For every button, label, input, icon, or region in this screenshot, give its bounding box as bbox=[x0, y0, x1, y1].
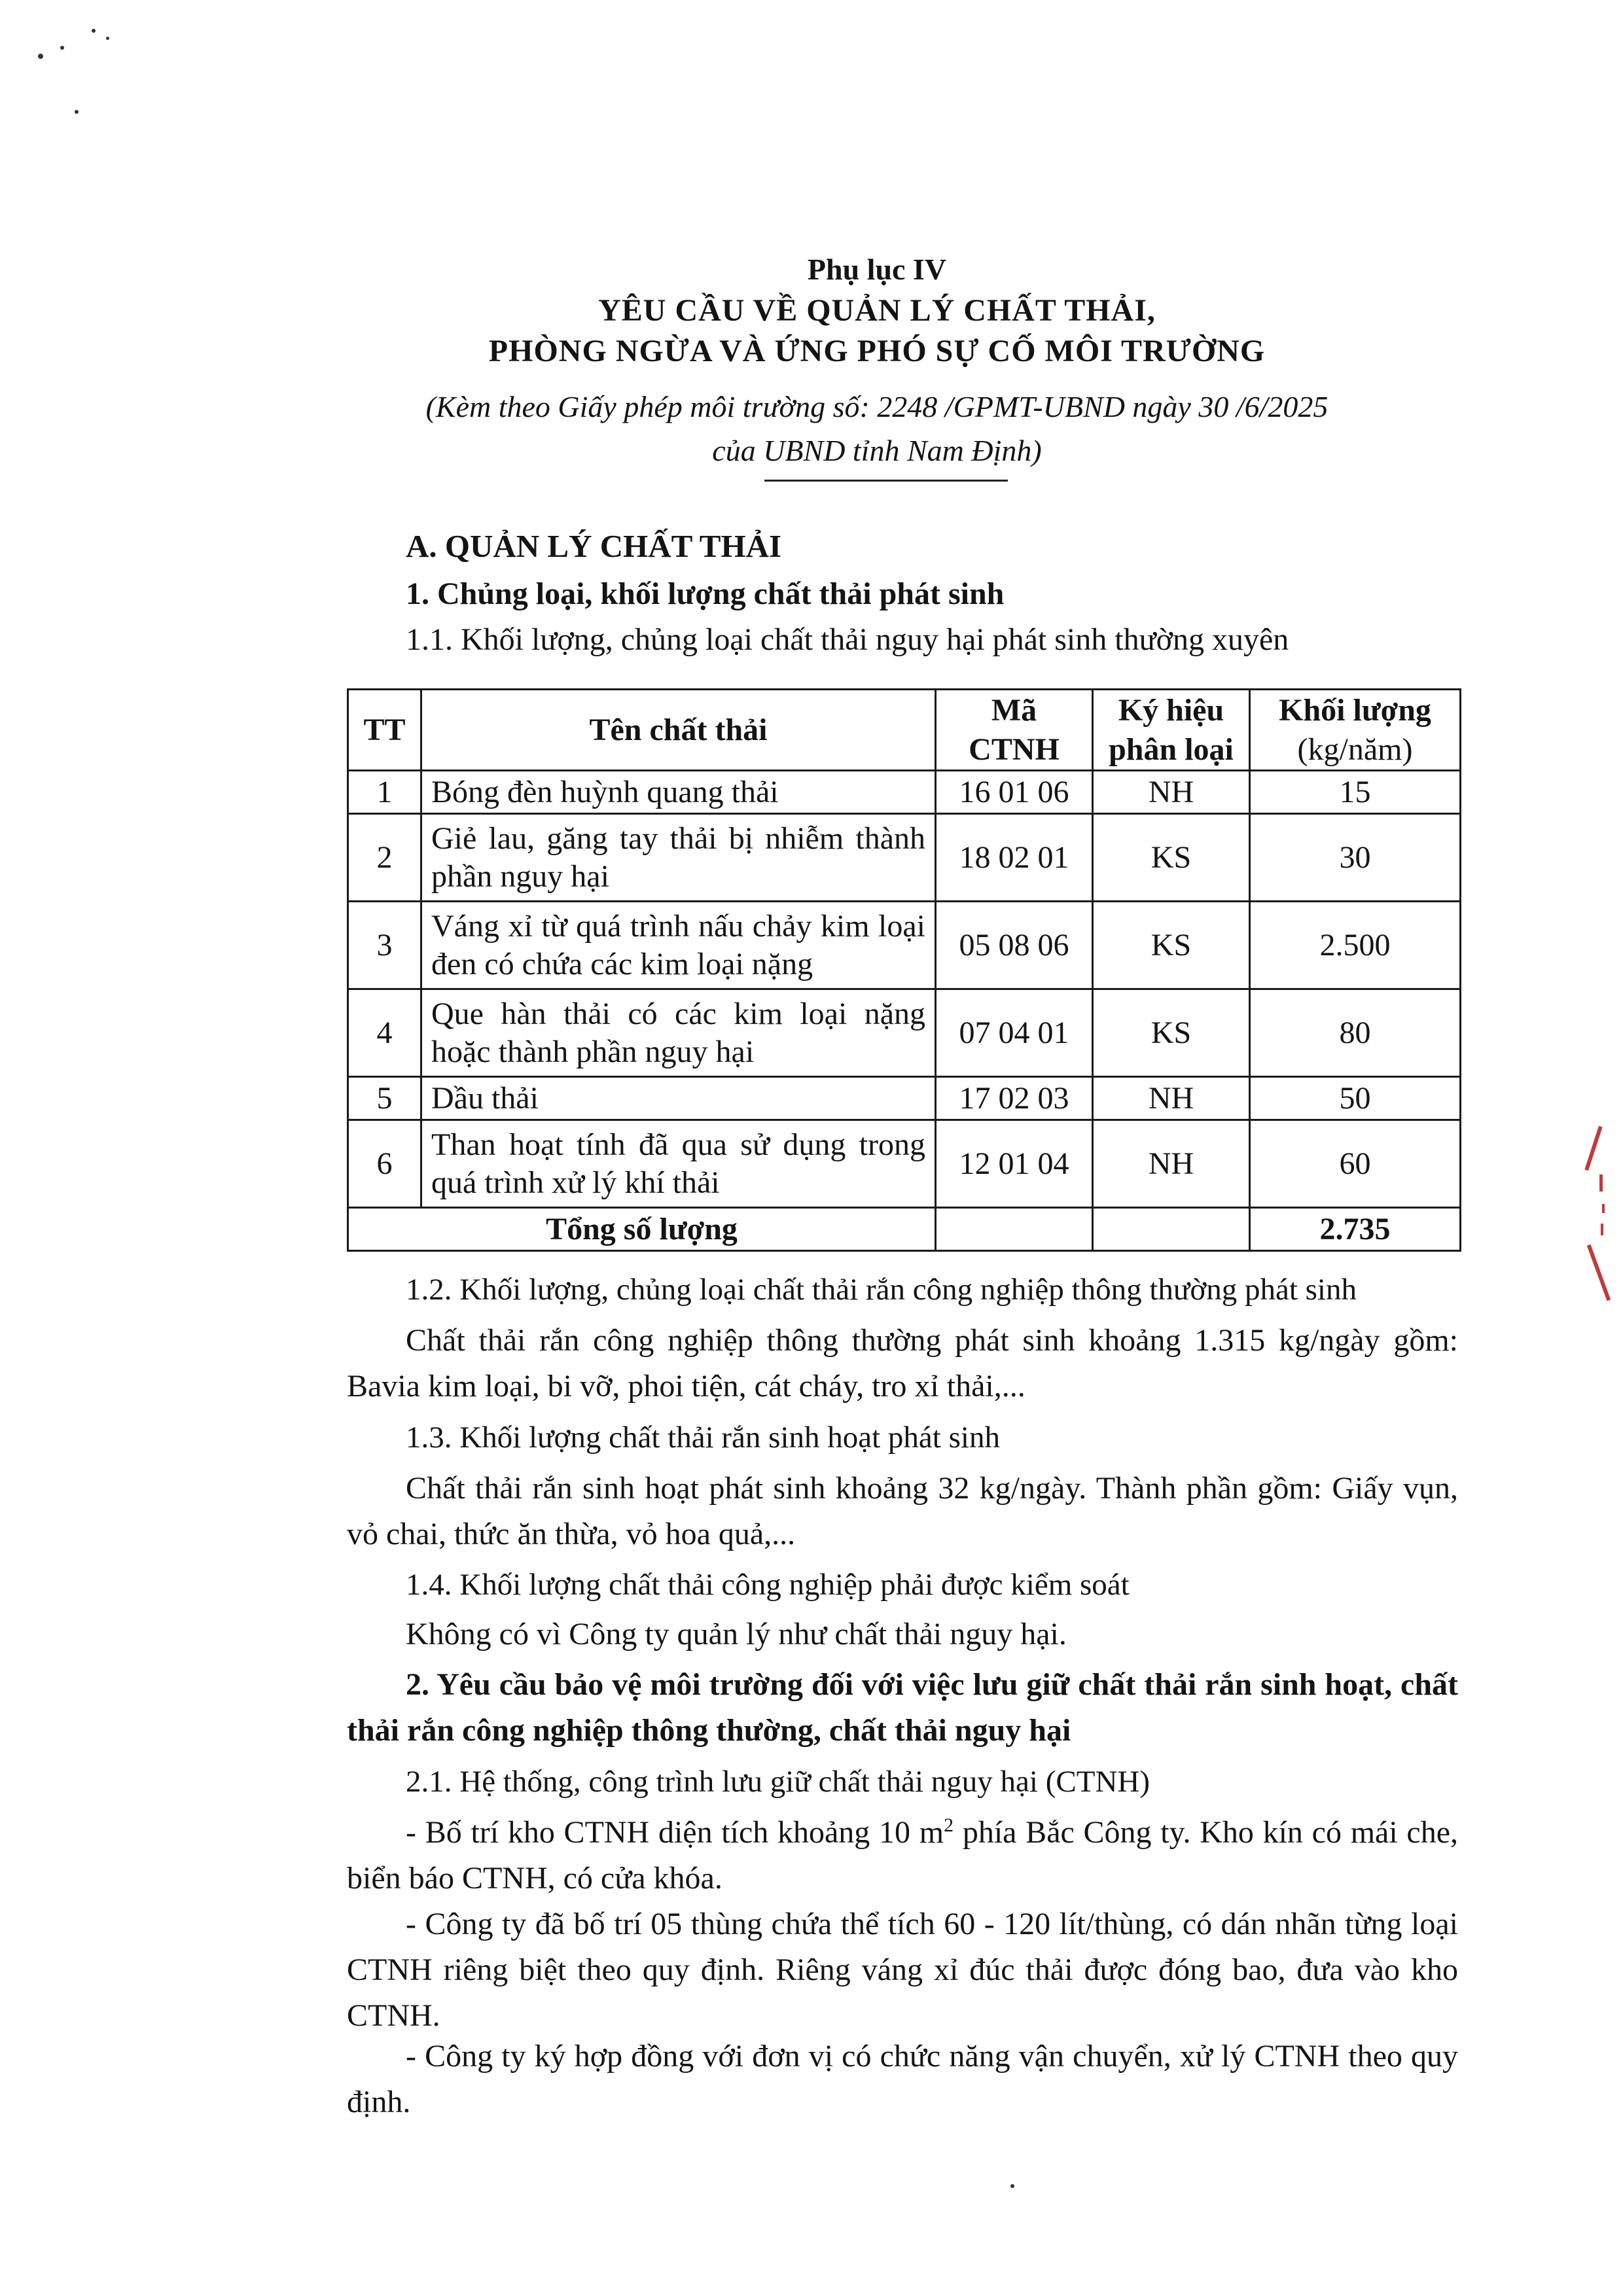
document-subtitle-line2: của UBND tỉnh Nam Định) bbox=[712, 434, 1042, 467]
stamp-edge-mark bbox=[1602, 1204, 1605, 1213]
header-code-line2: CTNH bbox=[969, 732, 1060, 767]
appendix-title: Phụ lục IV bbox=[807, 253, 947, 286]
subtitle-underline bbox=[764, 480, 1008, 482]
document-title-line1: YÊU CẦU VỀ QUẢN LÝ CHẤT THẢI, bbox=[598, 293, 1156, 328]
bullet-storage-area-a: - Bố trí kho CTNH diện tích khoảng 10 m bbox=[406, 1815, 944, 1850]
total-value: 2.735 bbox=[1250, 1208, 1461, 1251]
bullet-contract-text: - Công ty ký hợp đồng với đơn vị có chức năng vận chuyển, xử lý CTNH theo quy định. bbox=[347, 2039, 1458, 2119]
total-symbol-empty bbox=[1093, 1208, 1250, 1251]
bullet-storage-area-sup: 2 bbox=[944, 1814, 954, 1836]
document-title-line2: PHÒNG NGỪA VÀ ỨNG PHÓ SỰ CỐ MÔI TRƯỜNG bbox=[488, 334, 1266, 368]
scan-speck bbox=[38, 54, 43, 59]
header-mass-line2: (kg/năm) bbox=[1297, 732, 1413, 767]
row-symbol: KS bbox=[1093, 814, 1250, 902]
row-code: 12 01 04 bbox=[936, 1120, 1093, 1208]
table-header-row bbox=[348, 690, 1461, 771]
row-name: Váng xỉ từ quá trình nấu chảy kim loại đen có chứa các kim loại nặng bbox=[421, 902, 936, 989]
stamp-edge-mark bbox=[1587, 1245, 1611, 1301]
header-symbol-line2: phân loại bbox=[1109, 732, 1234, 767]
row-code: 05 08 06 bbox=[936, 902, 1093, 989]
header-tt: TT bbox=[348, 690, 421, 771]
section-1-2-text bbox=[347, 1318, 1458, 1409]
table-row bbox=[348, 814, 1461, 902]
row-mass: 80 bbox=[1250, 989, 1461, 1077]
header-symbol bbox=[1093, 690, 1250, 771]
section-2-heading bbox=[347, 1662, 1458, 1754]
scan-speck bbox=[92, 29, 96, 33]
scan-speck bbox=[75, 110, 79, 114]
scan-speck bbox=[60, 46, 64, 50]
row-symbol: NH bbox=[1093, 771, 1250, 814]
scan-speck bbox=[1010, 2184, 1014, 2188]
row-mass: 15 bbox=[1250, 771, 1461, 814]
row-mass: 2.500 bbox=[1250, 902, 1461, 989]
header-waste-name: Tên chất thải bbox=[421, 690, 936, 771]
row-name: Giẻ lau, găng tay thải bị nhiễm thành phần nguy hại bbox=[421, 814, 936, 902]
row-name: Que hàn thải có các kim loại nặng hoặc thành phần nguy hại bbox=[421, 989, 936, 1077]
row-code: 07 04 01 bbox=[936, 989, 1093, 1077]
row-mass: 60 bbox=[1250, 1120, 1461, 1208]
table-row bbox=[348, 1120, 1461, 1208]
document-subtitle-line1: (Kèm theo Giấy phép môi trường số: 2248 /GPMT-UBND ngày 30 /6/2025 bbox=[425, 390, 1329, 423]
section-1-heading: 1. Chủng loại, khối lượng chất thải phát sinh bbox=[406, 576, 1005, 611]
row-code: 16 01 06 bbox=[936, 771, 1093, 814]
bullet-containers-text: - Công ty đã bố trí 05 thùng chứa thể tích 60 - 120 lít/thùng, có dán nhãn từng loại CTNH riêng biệt theo quy định. Riêng váng xỉ đúc thải được đóng bao, đưa vào kho CTNH. bbox=[347, 1907, 1458, 2033]
row-tt: 1 bbox=[348, 771, 421, 814]
section-1-4-text: Không có vì Công ty quản lý như chất thải nguy hại. bbox=[406, 1617, 1067, 1651]
row-mass: 30 bbox=[1250, 814, 1461, 902]
table-row bbox=[348, 989, 1461, 1077]
header-code bbox=[936, 690, 1093, 771]
stamp-edge-mark bbox=[1599, 1174, 1603, 1192]
section-2-heading-text: 2. Yêu cầu bảo vệ môi trường đối với việc lưu giữ chất thải rắn sinh hoạt, chất thải rắn công nghiệp thông thường, chất thải nguy hại bbox=[347, 1667, 1458, 1748]
bullet-storage-area-b: phía Bắc Công ty. Kho kín có mái che, biển báo CTNH, có cửa khóa. bbox=[347, 1815, 1459, 1896]
header-code-line1: Mã bbox=[991, 692, 1037, 728]
row-symbol: NH bbox=[1093, 1077, 1250, 1120]
section-1-3-heading: 1.3. Khối lượng chất thải rắn sinh hoạt phát sinh bbox=[406, 1421, 1000, 1455]
bullet-containers bbox=[347, 1901, 1458, 2039]
header-mass-line1: Khối lượng bbox=[1279, 692, 1431, 728]
bullet-contract bbox=[347, 2034, 1458, 2125]
row-name: Dầu thải bbox=[421, 1077, 936, 1120]
header-mass bbox=[1250, 690, 1461, 771]
stamp-edge-mark bbox=[1584, 1126, 1602, 1171]
row-tt: 6 bbox=[348, 1120, 421, 1208]
header-symbol-line1: Ký hiệu bbox=[1118, 692, 1224, 728]
section-1-4-heading: 1.4. Khối lượng chất thải công nghiệp phải được kiểm soát bbox=[406, 1568, 1130, 1602]
table-row bbox=[348, 902, 1461, 989]
table-total-row bbox=[348, 1208, 1461, 1251]
row-symbol: KS bbox=[1093, 902, 1250, 989]
hazardous-waste-table bbox=[347, 688, 1461, 1252]
section-1-2-text-content: Chất thải rắn công nghiệp thông thường phát sinh khoảng 1.315 kg/ngày gồm: Bavia kim loại, bi vỡ, phoi tiện, cát cháy, tro xỉ thải,... bbox=[347, 1323, 1458, 1404]
section-2-1-heading: 2.1. Hệ thống, công trình lưu giữ chất thải nguy hại (CTNH) bbox=[406, 1765, 1150, 1799]
bullet-storage-area bbox=[347, 1810, 1458, 1901]
row-mass: 50 bbox=[1250, 1077, 1461, 1120]
row-symbol: KS bbox=[1093, 989, 1250, 1077]
total-code-empty bbox=[936, 1208, 1093, 1251]
row-tt: 2 bbox=[348, 814, 421, 902]
row-name: Than hoạt tính đã qua sử dụng trong quá trình xử lý khí thải bbox=[421, 1120, 936, 1208]
section-a-heading: A. QUẢN LÝ CHẤT THẢI bbox=[406, 528, 782, 564]
section-1-2-heading: 1.2. Khối lượng, chủng loại chất thải rắn công nghiệp thông thường phát sinh bbox=[406, 1273, 1357, 1307]
row-tt: 3 bbox=[348, 902, 421, 989]
section-1-3-text bbox=[347, 1466, 1458, 1557]
row-tt: 5 bbox=[348, 1077, 421, 1120]
table-row bbox=[348, 1077, 1461, 1120]
table-row bbox=[348, 771, 1461, 814]
row-code: 17 02 03 bbox=[936, 1077, 1093, 1120]
stamp-edge-mark bbox=[1601, 1224, 1603, 1235]
section-1-3-text-content: Chất thải rắn sinh hoạt phát sinh khoảng 32 kg/ngày. Thành phần gồm: Giấy vụn, vỏ chai, thức ăn thừa, vỏ hoa quả,... bbox=[347, 1471, 1458, 1551]
row-symbol: NH bbox=[1093, 1120, 1250, 1208]
row-tt: 4 bbox=[348, 989, 421, 1077]
row-code: 18 02 01 bbox=[936, 814, 1093, 902]
section-1-1-heading: 1.1. Khối lượng, chủng loại chất thải nguy hại phát sinh thường xuyên bbox=[406, 622, 1289, 657]
scan-speck bbox=[106, 37, 109, 40]
total-label: Tổng số lượng bbox=[348, 1208, 936, 1251]
row-name: Bóng đèn huỳnh quang thải bbox=[421, 771, 936, 814]
